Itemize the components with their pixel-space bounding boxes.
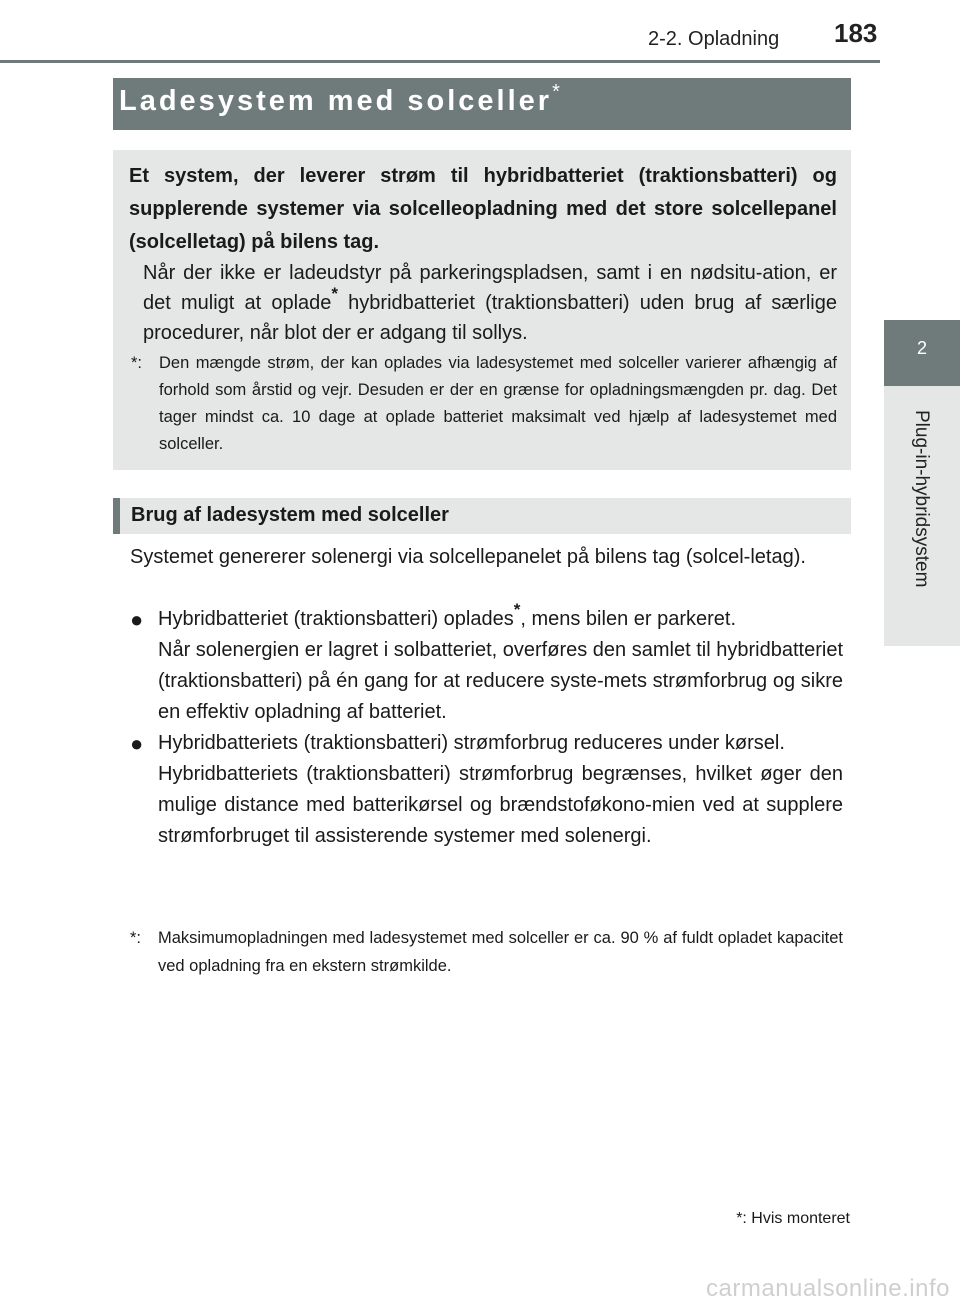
watermark: carmanualsonline.info bbox=[706, 1275, 950, 1302]
summary-lead: Et system, der leverer strøm til hybridbatteriet (traktionsbatteri) og supplerende systemer via solcelleopladning med det store solcellepanel (solcelletag) på bilens tag. bbox=[129, 165, 837, 253]
bullet-heading-part1: Hybridbatteriet (traktionsbatteri) oplades bbox=[158, 608, 514, 630]
page-number: 183 bbox=[834, 18, 878, 48]
bullet-heading-part2: , mens bilen er parkeret. bbox=[520, 608, 737, 630]
bullet-detail: Når solenergien er lagret i solbatteriet, overføres den samlet til hybridbatteriet (traktionsbatteri) på én gang for at reducere syste-mets strømforbrug og sikre en effektiv opladning af batteriet. bbox=[158, 639, 843, 723]
title-bar bbox=[113, 78, 851, 130]
page-title-text: Ladesystem med solceller bbox=[119, 85, 553, 117]
bullet-heading: Hybridbatteriets (traktionsbatteri) strømforbrug reduceres under kørsel. bbox=[158, 732, 785, 754]
summary-footnote-text: Den mængde strøm, der kan oplades via ladesystemet med solceller varierer afhængig af forhold som årstid og vejr. Desuden er der en grænse for opladningsmængden pr. dag. Det tager mindst ca. 10 dage at oplade batteriet maksimalt ved hjælp af ladesystemet med solceller. bbox=[159, 354, 837, 453]
list-item bbox=[130, 600, 843, 728]
summary-footnote-marker: *: bbox=[131, 354, 143, 372]
summary-box bbox=[113, 150, 851, 470]
bullet-heading bbox=[158, 600, 843, 635]
bullet-heading-star: * bbox=[513, 600, 521, 620]
footnote bbox=[130, 924, 843, 980]
subsection-intro: Systemet genererer solenergi via solcellepanelet på bilens tag (solcel-letag). bbox=[130, 546, 806, 568]
subsection-accent bbox=[113, 498, 120, 534]
chapter-label: Plug-in-hybridsystem bbox=[911, 410, 932, 588]
header-rule bbox=[0, 60, 880, 63]
footnote-text: Maksimumopladningen med ladesystemet med solceller er ca. 90 % af fuldt opladet kapacitet ved opladning fra en ekstern strømkilde. bbox=[158, 929, 843, 975]
summary-body-part1: Når der ikke er ladeudstyr på parkeringspladsen, samt i en nødsitu-ation, er det muligt at oplade bbox=[143, 262, 837, 314]
subsection-title: Brug af ladesystem med solceller bbox=[131, 504, 449, 526]
list-item bbox=[130, 728, 843, 852]
chapter-number: 2 bbox=[916, 338, 927, 358]
bullet-detail: Hybridbatteriets (traktionsbatteri) strømforbrug begrænses, hvilket øger den mulige distance med batterikørsel og brændstoføkono-mien ved at supplere strømforbruget til assisterende systemer med solenergi. bbox=[158, 763, 843, 847]
summary-body-part2: hybridbatteriet (traktionsbatteri) uden brug af særlige procedurer, når blot der er adgang til sollys. bbox=[143, 292, 837, 344]
bullet-marker: ● bbox=[130, 731, 144, 756]
subsection-heading-bar bbox=[113, 498, 851, 534]
section-heading: 2-2. Opladning bbox=[648, 28, 780, 50]
summary-footnote bbox=[131, 350, 837, 458]
title-star: * bbox=[552, 81, 563, 103]
bullet-marker: ● bbox=[130, 607, 144, 632]
chapter-tab bbox=[884, 320, 960, 386]
page-title bbox=[119, 81, 563, 118]
fitted-note: *: Hvis monteret bbox=[736, 1210, 850, 1227]
summary-body-star: * bbox=[331, 284, 339, 304]
summary-body bbox=[143, 258, 837, 348]
footnote-marker: *: bbox=[130, 929, 142, 947]
